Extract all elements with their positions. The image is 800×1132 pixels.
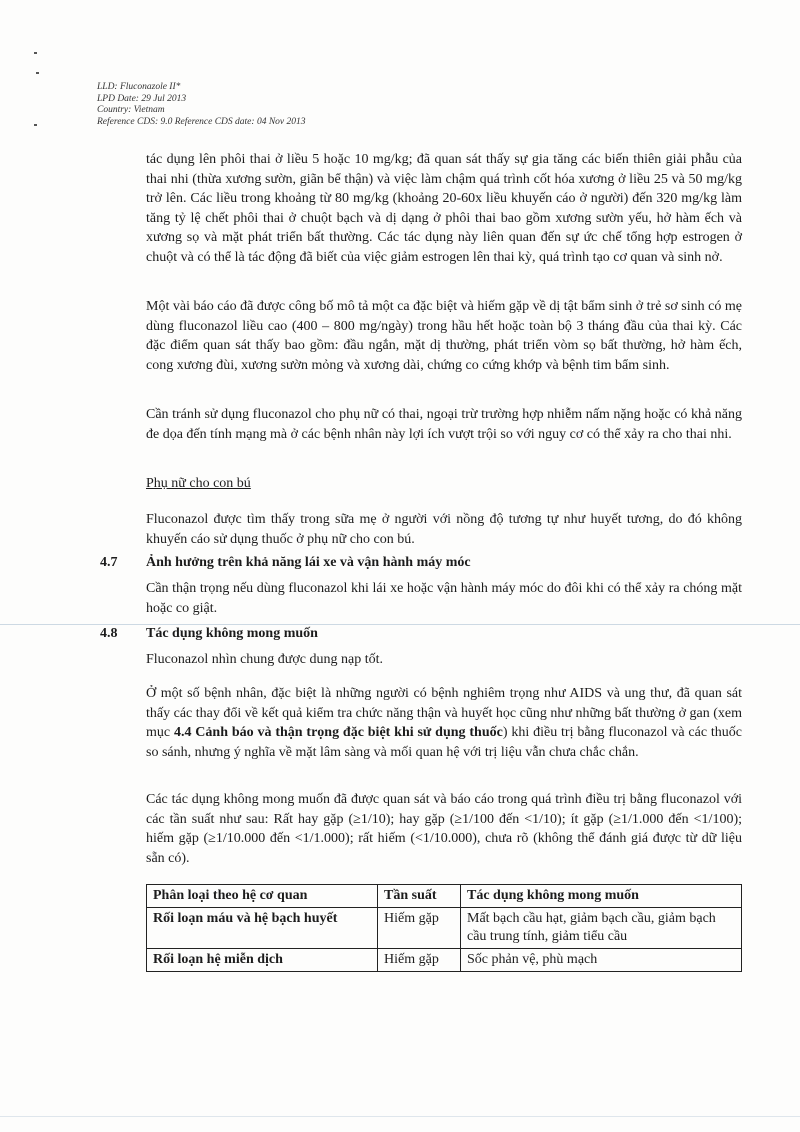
paragraph-pregnancy-avoid: Cần tránh sử dụng fluconazol cho phụ nữ có thai, ngoại trừ trường hợp nhiễm nấm nặng hoặc có khả năng đe dọa đến tính mạng mà ở các bệnh nhân này lợi ích vượt trội so với nguy cơ có thể xảy ra cho thai nhi. [146, 407, 742, 442]
table-row [147, 908, 742, 949]
cell-frequency: Hiếm gặp [378, 908, 461, 949]
header-adverse-effect: Tác dụng không mong muốn [461, 885, 742, 908]
cell-adverse-effect: Mất bạch cầu hạt, giảm bạch cầu, giảm bạch cầu trung tính, giảm tiểu cầu [461, 908, 742, 949]
cell-adverse-effect: Sốc phản vệ, phù mạch [461, 949, 742, 972]
lab-changes-text-a: Ở một số bệnh nhân, đặc biệt là những người có bệnh nghiêm trọng như AIDS và ung thư, đã quan sát thấy các thay đổi về kết quả kiểm tra chức năng thận và huyết học cũng như những bất thường ở gan (xem mục [146, 686, 742, 740]
paragraph-frequency: Các tác dụng không mong muốn đã được quan sát và báo cáo trong quá trình điều trị bằng fluconazol với các tần suất như sau: Rất hay gặp (≥1/10); hay gặp (≥1/100 đến <1/10); ít gặp (≥1/1.000 đến <1/100); hiếm gặp (≥1/10.000 đến <1/1.000); rất hiếm (<1/10.000), chưa rõ (không thể đánh giá được từ dữ liệu sẵn có). [146, 792, 742, 866]
header-product: LLD: Fluconazole II* [97, 82, 181, 92]
paragraph-driving: Cần thận trọng nếu dùng fluconazol khi lái xe hoặc vận hành máy móc do đôi khi có thể xảy ra chóng mặt hoặc co giật. [146, 581, 742, 616]
table-header-row [147, 885, 742, 908]
subheading-nursing: Phụ nữ cho con bú [146, 476, 251, 491]
cell-organ-class: Rối loạn hệ miễn dịch [147, 949, 378, 972]
table-row [147, 949, 742, 972]
scan-speck [34, 124, 37, 126]
header-country: Country: Vietnam [97, 105, 165, 115]
header-organ-class: Phân loại theo hệ cơ quan [147, 885, 378, 908]
paragraph-nursing: Fluconazol được tìm thấy trong sữa mẹ ở người với nồng độ tương tự như huyết tương, do đó không khuyến cáo sử dụng thuốc ở phụ nữ cho con bú. [146, 512, 742, 547]
scan-artifact-line [0, 1116, 800, 1117]
section-4-4-reference: 4.4 Cảnh báo và thận trọng đặc biệt khi sử dụng thuốc [173, 725, 503, 740]
adverse-effects-table [146, 884, 742, 972]
paragraph-embryo-effects: tác dụng lên phôi thai ở liều 5 hoặc 10 mg/kg; đã quan sát thấy sự gia tăng các biến thiên giải phẫu của thai nhi (thừa xương sườn, giãn bể thận) và việc làm chậm quá trình cốt hóa xương ở liều 25 và 50 mg/kg trở lên. Các liều trong khoảng từ 80 mg/kg (khoảng 20-60x liều khuyến cáo ở người) đến 320 mg/kg làm tăng tỷ lệ chết phôi thai ở chuột bạch và dị dạng ở phôi thai bao gồm xương sườn yếu, hở hàm ếch và xương sọ và mặt phát triển bất thường. Các tác dụng này liên quan đến sự ức chế tổng hợp estrogen ở chuột và có thể là tác động đã biết của việc giảm estrogen lên thai kỳ, quá trình tạo cơ quan và sinh nở. [146, 152, 742, 265]
paragraph-lab-changes [146, 684, 742, 762]
section-number-4-8: 4.8 [100, 626, 118, 641]
section-number-4-7: 4.7 [100, 555, 118, 570]
scan-speck [36, 72, 39, 74]
scan-speck [34, 52, 37, 54]
cell-frequency: Hiếm gặp [378, 949, 461, 972]
header-reference: Reference CDS: 9.0 Reference CDS date: 04 Nov 2013 [97, 116, 306, 127]
scan-artifact-line [0, 624, 800, 625]
section-title-driving: Ảnh hưởng trên khả năng lái xe và vận hành máy móc [146, 555, 471, 570]
paragraph-birth-defects: Một vài báo cáo đã được công bố mô tả một ca đặc biệt và hiếm gặp về dị tật bẩm sinh ở trẻ sơ sinh có mẹ dùng fluconazol liều cao (400 – 800 mg/ngày) trong hầu hết hoặc toàn bộ 3 tháng đầu của thai kỳ. Các đặc điểm quan sát thấy bao gồm: đầu ngắn, mặt dị thường, phát triển vòm sọ bất thường, hở hàm ếch, cong xương đùi, xương sườn mỏng và xương dài, chứng co cứng khớp và bệnh tim bẩm sinh. [146, 299, 742, 373]
header-lpd-date: LPD Date: 29 Jul 2013 [97, 93, 187, 104]
paragraph-tolerated: Fluconazol nhìn chung được dung nạp tốt. [146, 652, 384, 667]
section-title-adverse-effects: Tác dụng không mong muốn [146, 626, 318, 641]
document-header [97, 82, 306, 128]
header-frequency: Tần suất [378, 885, 461, 908]
cell-organ-class: Rối loạn máu và hệ bạch huyết [147, 908, 378, 949]
lab-changes-text-c: ) khi điều trị bằng fluconazol và các thuốc so sánh, nhưng ý nghĩa về mặt lâm sàng và mối quan hệ với trị liệu vẫn chưa chắc chắn. [146, 725, 742, 760]
